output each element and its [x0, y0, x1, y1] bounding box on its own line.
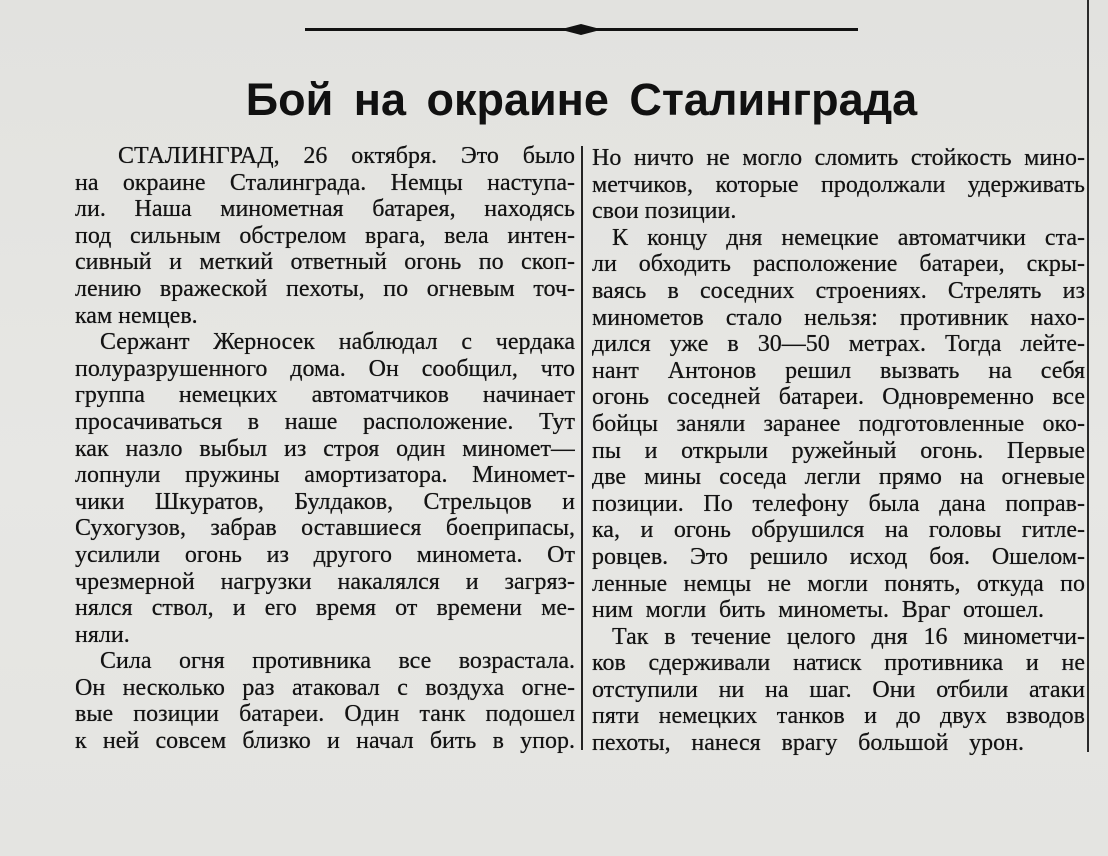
text-line: полуразрушенного дома. Он сообщил, что: [75, 355, 575, 382]
text-line: пы и открыли ружейный огонь. Первые: [592, 437, 1085, 464]
text-line: отступили ни на шаг. Они отбили атаки: [592, 676, 1085, 703]
paragraph: [75, 648, 575, 754]
text-line: Но ничто не могло сломить стойкость мино-: [592, 145, 1085, 171]
text-line: Сержант Жерносек наблюдал с чердака: [100, 329, 575, 356]
text-line: чрезмерной нагрузки накалялся и загряз-: [75, 568, 575, 595]
article-column-left: [75, 143, 575, 755]
divider-ornament: [560, 24, 602, 35]
text-line: пехоты, нанеся врагу большой урон.: [592, 730, 1024, 757]
text-line: Так в течение целого дня 16 минометчи-: [612, 623, 1085, 650]
text-line: ровцев. Это решило исход боя. Ошелом-: [592, 543, 1085, 570]
text-line: ваясь в соседних строениях. Стрелять из: [592, 277, 1085, 304]
text-line: ли. Наша минометная батарея, находясь: [75, 196, 575, 223]
text-line: Сухогузов, забрав оставшиеся боеприпасы,: [75, 515, 575, 542]
text-line: к ней совсем близко и начал бить в упор.: [75, 728, 575, 755]
text-line: СТАЛИНГРАД, 26 октября. Это было: [118, 143, 575, 169]
text-line: кам немцев.: [75, 302, 198, 329]
text-line: вые позиции батареи. Один танк подошел: [75, 701, 575, 728]
text-line: ков сдерживали натиск противника и не: [592, 650, 1085, 677]
text-line: просачиваться в наше расположение. Тут: [75, 408, 575, 435]
text-line: лению вражеской пехоты, по огневым точ-: [75, 275, 575, 302]
text-line: позиции. По телефону была дана поправ-: [592, 490, 1085, 517]
text-line: Он несколько раз атаковал с воздуха огне-: [75, 674, 575, 701]
text-line: ним могли бить минометы. Враг отошел.: [592, 597, 1044, 624]
text-line: ли обходить расположение батареи, скры-: [592, 251, 1085, 278]
text-line: как назло выбыл из строя один миномет—: [75, 435, 575, 462]
text-line: чики Шкуратов, Булдаков, Стрельцов и: [75, 488, 575, 515]
text-line: нялся ствол, и его время от времени ме-: [75, 595, 575, 622]
paragraph: [592, 624, 1085, 757]
paragraph: [75, 143, 575, 329]
article-column-right: [592, 145, 1085, 757]
text-line: две мины соседа легли прямо на огневые: [592, 464, 1085, 491]
text-line: лопнули пружины амортизатора. Миномет-: [75, 462, 575, 489]
text-line: бойцы заняли заранее подготовленные око-: [592, 410, 1085, 437]
paragraph: [75, 329, 575, 648]
text-line: дился уже в 30—50 метрах. Тогда лейте-: [592, 331, 1085, 358]
text-line: няли.: [75, 621, 130, 648]
text-line: усилили огонь из другого миномета. От: [75, 541, 575, 568]
text-line: свои позиции.: [592, 198, 737, 225]
text-line: ленные немцы не могли понять, откуда по: [592, 570, 1085, 597]
column-divider: [581, 146, 583, 750]
text-line: нант Антонов решил вызвать на себя: [592, 357, 1085, 384]
page-border-rule: [1087, 0, 1089, 752]
text-line: метчиков, которые продолжали удерживать: [592, 171, 1085, 198]
text-line: огонь соседней батареи. Одновременно все: [592, 384, 1085, 411]
text-line: на окраине Сталинграда. Немцы наступа-: [75, 169, 575, 196]
paragraph: [592, 225, 1085, 624]
text-line: под сильным обстрелом врага, вела интен-: [75, 222, 575, 249]
text-line: минометов стало нельзя: противник нахо-: [592, 304, 1085, 331]
text-line: сивный и меткий ответный огонь по скоп-: [75, 249, 575, 276]
text-line: ка, и огонь обрушился на головы гитле-: [592, 517, 1085, 544]
paragraph: [592, 145, 1085, 225]
text-line: группа немецких автоматчиков начинает: [75, 382, 575, 409]
text-line: Сила огня противника все возрастала.: [100, 648, 575, 675]
article-title: Бой на окраине Сталинграда: [245, 74, 918, 125]
text-line: К концу дня немецкие автоматчики ста-: [612, 224, 1085, 251]
text-line: пяти немецких танков и до двух взводов: [592, 703, 1085, 730]
